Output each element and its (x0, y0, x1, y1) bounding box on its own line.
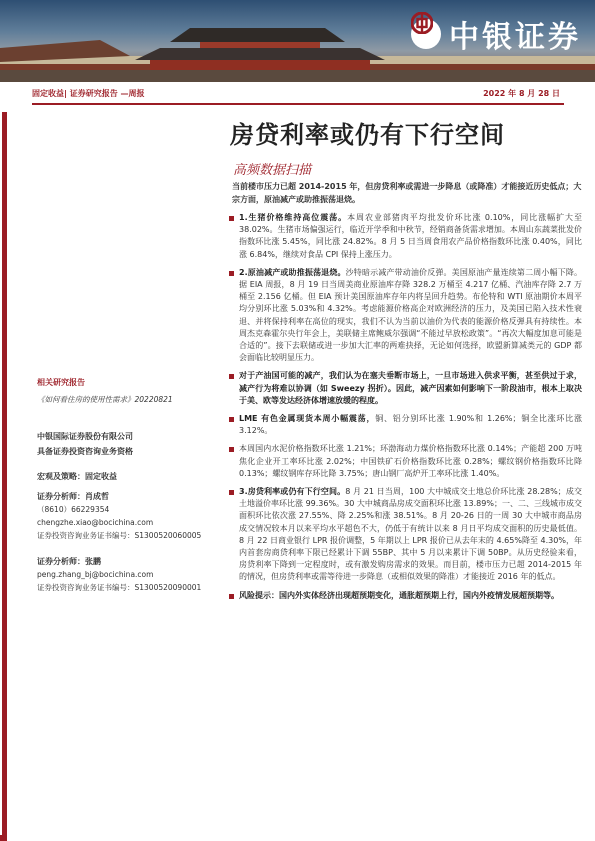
company-info (37, 431, 227, 482)
division-label: 宏观及策略：固定收益 (37, 472, 117, 481)
report-date: 2022 年 8 月 28 日 (483, 89, 560, 98)
company-name: 中银国际证券股份有限公司 (37, 432, 133, 441)
left-accent-bar (2, 112, 7, 841)
analyst-block-2 (37, 555, 227, 594)
report-category: 固定收益| 证券研究报告 —周报 (32, 89, 145, 98)
bullet-risk: 风险提示：国内外实体经济出现超预期变化，通胀超预期上行，国内外疫情发展超预期等。 (228, 590, 582, 602)
report-meta-bar (32, 86, 564, 105)
page-subtitle: 高频数据扫描 (233, 163, 312, 178)
bullet-housing-rate: 3.房贷利率或仍有下行空间。8 月 21 日当周，100 大中城成交土地总价环比涨 28.28%；成交土地溢价率环比涨 99.36%。30 大中城商品房成交面积环比涨 13.89%；一、二、三线城市成交面积环比依次涨 27.55%、降 2.25%和涨 38.51%。8 月 20-26 日的一周 30 大中城市商品房成交情况较本月以来平均水平超色不大，仍低于有统计以来 8 月日平均成交面积的历史最低值。8 月 22 日商业银行 LPR 报价调整，5 年期以上 LPR 报价已从去年末的 4.65%降至 4.30%，年内首套房商贷利率下限已经累计下调 55BP、其中 5 月以来累计下调 50BP。从历史经验来看，房贷利率下降到一定程度时，或有激发购房需求的效果。而目前，楼市压力已超 2014-2015 年的情况，但房贷利率或需等待进一步降息（或相似效果的降准）才能接近 2016 年的低点。 (228, 486, 582, 584)
summary-text: 当前楼市压力已超 2014-2015 年，但房贷利率或需进一步降息（或降准）才能接近历史低点；大宗方面，原油减产或助推振荡退烧。 (232, 182, 582, 204)
company-qualification: 具备证券投资咨询业务资格 (37, 447, 133, 456)
bullet-list (228, 212, 582, 608)
analyst1-cert: 证券投资咨询业务证书编号：S1300520060005 (37, 531, 202, 540)
bullet-oil-cuts: 对于产油国可能的减产，我们认为在塞夫垂断市场上，一旦市场进入供求平衡，甚至供过于求，减产行为将难以协调（如 Sweezy 拐折）。因此，减产因素如何影响下一阶段油市，根本上取决于美、欧等发达经济体增速放缓的程度。 (228, 370, 582, 407)
corner-marker (0, 835, 6, 841)
brand-logo (411, 12, 581, 56)
bullet-metals: LME 有色金属现货本周小幅震荡，铜、铝分别环比涨 1.90%和 1.26%；铜全比涨环比涨 3.12%。 (228, 413, 582, 437)
analyst-block-1 (37, 490, 227, 542)
logo-text: 中银证券 (449, 20, 581, 55)
analyst2-label: 证券分析师：张鹏 (37, 557, 101, 566)
analyst1-phone: （8610）66229354 (37, 505, 110, 514)
boc-icon (411, 19, 441, 49)
related-label: 相关研究报告 (37, 378, 85, 387)
bullet-oil: 2.原油减产或助推振荡退烧。沙特暗示减产带动油价反弹。美国原油产量连续第二周小幅下降。据 EIA 周报，8 月 19 日当周美商业原油库存降 328.2 万桶至 4.217 亿桶、汽油库存降 2.7 万桶至 2.156 亿桶。但 EIA 预计美国原油库存年内将呈回升趋势。布伦特和 WTI 原油期价本周平均分别环比涨 5.03%和 4.32%。考虑能源价格高企对欧洲经济的压力，及美国已陷入技术性衰退、并将保持利率在高位的现实，我们不认为当前以油价为代表的能源价格反弹具有持续性。本周杰克森霍尔央行年会上，美联储主席鲍威尔强调“不能过早放松政策”。“再次大幅度加息可能是合适的”。接下去联储或进一步加大汇率的两难抉择，无论如何选择，欧盟新算减类元的 GDP 都会面临比较明显压力。 (228, 267, 582, 365)
bullet-hog-prices: 1.生猪价格维持高位震荡。本周农业部猪肉平均批发价环比涨 0.10%，同比涨幅扩大至 38.02%。生猪市场偏强运行，临近开学季和中秋节，经销商备货需求增加。本周山东蔬菜批发价指数环比涨 5.45%，同比涨 24.82%。8 月 5 日当周食用农产品价格指数环比涨 0.40%，同比涨 6.84%，继续对食品 CPI 保持上涨压力。 (228, 212, 582, 261)
analyst1-label: 证券分析师：肖成哲 (37, 492, 109, 501)
related-item[interactable]: 《如何看住房的使用性需求》20220821 (37, 395, 173, 404)
page-title: 房贷利率或仍有下行空间 (230, 121, 505, 149)
header-banner (0, 0, 595, 82)
related-reports (37, 377, 227, 405)
analyst2-email[interactable]: peng.zhang_bj@bocichina.com (37, 570, 154, 579)
analyst1-email[interactable]: chengzhe.xiao@bocichina.com (37, 518, 154, 527)
bullet-cement: 本周国内水泥价格指数环比涨 1.21%；环渤海动力煤价格指数环比涨 0.14%；产能超 200 万吨焦化企业开工率环比涨 2.02%；中国铁矿石价格指数环比涨 0.28%；螺纹钢价格指数环比降 0.13%；螺纹钢库存环比降 3.75%；唐山钢厂高炉开工率环比涨 1.40%。 (228, 443, 582, 480)
analyst2-cert: 证券投资咨询业务证书编号：S1300520090001 (37, 583, 202, 592)
